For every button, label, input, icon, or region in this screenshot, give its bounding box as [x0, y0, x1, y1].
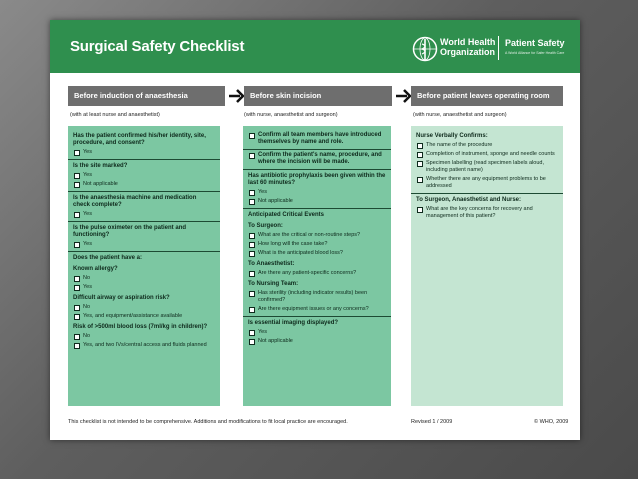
question: Has antibiotic prophylaxis been given within the last 60 minutes?	[248, 173, 386, 186]
section-divider	[68, 159, 220, 160]
question: Is essential imaging displayed?	[248, 320, 339, 326]
phase-3-note: (with nurse, anaesthetist and surgeon)	[413, 112, 507, 118]
checkbox-item[interactable]: No	[73, 275, 215, 282]
footer-disclaimer: This checklist is not intended to be comprehensive. Additions and modifications to fit local practice are encouraged.	[68, 419, 348, 425]
question: To Surgeon, Anaesthetist and Nurse:	[416, 197, 522, 203]
sub-heading: Risk of >500ml blood loss (7ml/kg in children)?	[73, 324, 208, 330]
section-divider	[243, 149, 391, 150]
checkbox-item[interactable]: How long will the case take?	[248, 241, 386, 248]
section-divider	[68, 191, 220, 192]
checkbox-item[interactable]: Specimen labelling (read specimen labels aloud, including patient name)	[416, 160, 558, 174]
checkbox-item[interactable]: What are the key concerns for recovery and management of this patient?	[416, 206, 558, 220]
section-divider	[411, 193, 563, 194]
checkbox-item[interactable]: Yes, and equipment/assistance available	[73, 313, 215, 320]
checkbox-item[interactable]: Are there any patient-specific concerns?	[248, 270, 386, 277]
phase-3-header: Before patient leaves operating room	[411, 86, 563, 106]
checkbox-item[interactable]: Has sterility (including indicator results) been confirmed?	[248, 290, 386, 304]
checkbox-item[interactable]: Yes	[73, 172, 215, 179]
who-name-line-2: Organization	[440, 47, 496, 57]
sub-heading: To Nursing Team:	[248, 281, 299, 287]
arrow-right-icon	[395, 87, 411, 105]
question: Is the anaesthesia machine and medication check complete?	[73, 195, 197, 208]
checkbox-item[interactable]: The name of the procedure	[416, 142, 558, 149]
checkbox-item[interactable]: Yes	[73, 284, 215, 291]
phase-2-panel	[243, 126, 391, 406]
phase-2-note: (with nurse, anaesthetist and surgeon)	[244, 112, 338, 118]
section-divider	[243, 208, 391, 209]
footer-copyright: © WHO, 2009	[534, 419, 569, 425]
checkbox-item[interactable]: Yes	[73, 211, 215, 218]
section-divider	[68, 251, 220, 252]
sub-heading: To Anaesthetist:	[248, 261, 295, 267]
checkbox-item[interactable]: Yes	[73, 149, 215, 156]
question: Is the pulse oximeter on the patient and functioning?	[73, 225, 187, 238]
question: Is the site marked?	[73, 163, 128, 169]
sub-heading: Difficult airway or aspiration risk?	[73, 295, 170, 301]
page-title: Surgical Safety Checklist	[70, 38, 245, 55]
section-divider	[243, 316, 391, 317]
question: Nurse Verbally Confirms:	[416, 133, 488, 139]
checkbox-item[interactable]: No	[73, 304, 215, 311]
header-divider	[498, 36, 499, 60]
question: Anticipated Critical Events	[248, 212, 325, 218]
checkbox-item[interactable]: Yes	[73, 241, 215, 248]
checkbox-item[interactable]: Confirm all team members have introduced themselves by name and role.	[248, 132, 386, 146]
question: Does the patient have a:	[73, 255, 143, 261]
checkbox-item[interactable]: Not applicable	[248, 198, 386, 205]
phase-1-panel	[68, 126, 220, 406]
header-banner	[50, 20, 580, 73]
checkbox-item[interactable]: Are there equipment issues or any concerns?	[248, 306, 386, 313]
checkbox-item[interactable]: What are the critical or non-routine steps?	[248, 232, 386, 239]
who-emblem-icon	[412, 36, 438, 62]
section-divider	[243, 169, 391, 170]
checkbox-item[interactable]: Yes, and two IVs/central access and fluids planned	[73, 342, 215, 349]
patient-safety-subtitle: A World Alliance for Safer Health Care	[505, 51, 565, 55]
checkbox-item[interactable]: Yes	[248, 329, 386, 336]
checkbox-item[interactable]: Completion of instrument, sponge and needle counts	[416, 151, 558, 158]
phase-1-header: Before induction of anaesthesia	[68, 86, 225, 106]
phase-1-note: (with at least nurse and anaesthetist)	[70, 112, 160, 118]
checkbox-item[interactable]: What is the anticipated blood loss?	[248, 250, 386, 257]
who-name-line-1: World Health	[440, 37, 496, 47]
who-name	[440, 37, 498, 57]
arrow-right-icon	[228, 87, 244, 105]
checkbox-item[interactable]: Not applicable	[73, 181, 215, 188]
sub-heading: To Surgeon:	[248, 223, 283, 229]
phase-3-panel	[411, 126, 563, 406]
section-divider	[68, 221, 220, 222]
checkbox-item[interactable]: Confirm the patient's name, procedure, and where the incision will be made.	[248, 152, 386, 166]
question: Has the patient confirmed his/her identity, site, procedure, and consent?	[73, 133, 206, 146]
sub-heading: Known allergy?	[73, 266, 118, 272]
checkbox-item[interactable]: Yes	[248, 189, 386, 196]
checkbox-item[interactable]: Not applicable	[248, 338, 386, 345]
checkbox-item[interactable]: No	[73, 333, 215, 340]
patient-safety-title: Patient Safety	[505, 38, 565, 48]
phase-2-header: Before skin incision	[244, 86, 392, 106]
checkbox-item[interactable]: Whether there are any equipment problems to be addressed	[416, 176, 558, 190]
footer-revised: Revised 1 / 2009	[411, 419, 453, 425]
checklist-sheet	[50, 20, 580, 440]
